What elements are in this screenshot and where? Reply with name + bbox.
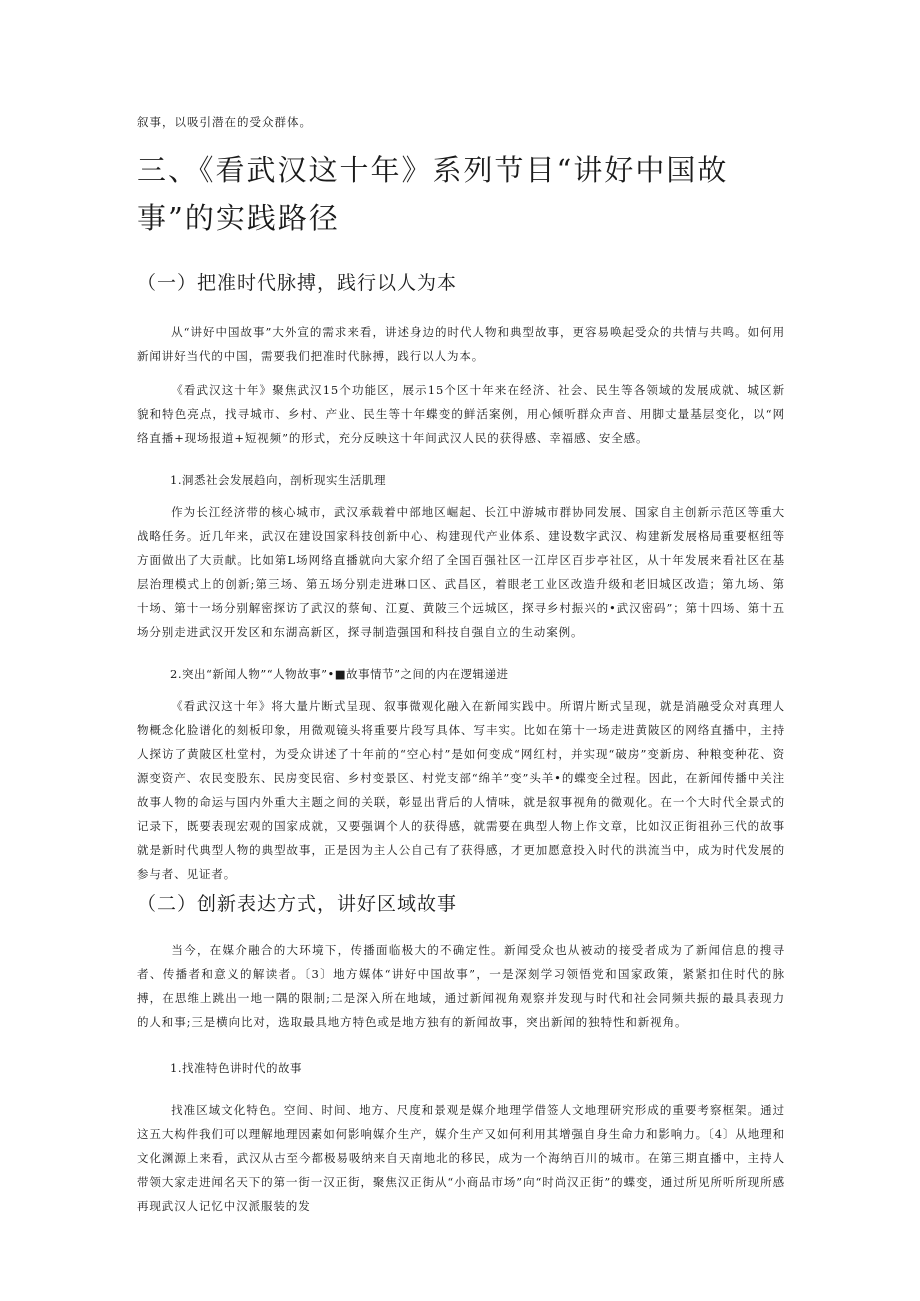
paragraph-5: 当今，在媒介融合的大环境下，传播面临极大的不确定性。新闻受众也从被动的接受者成为了新闻信息的搜寻者、传播者和意义的解读者。〔3〕地方媒体“讲好中国故事”，一是深刻学习领悟党和国家政策，紧紧扣住时代的脉搏，在思维上跳出一地一隅的限制;二是深入所在地域，通过新闻视角观察并发现与时代和社会同频共振的最具表现力的人和事;三是横向比对，选取最具地方特色或是地方独有的新闻故事，突出新闻的独特性和新视角。 [137, 943, 785, 1029]
paragraph-6: 找准区域文化特色。空间、时间、地方、尺度和景观是媒介地理学借签人文地理研究形成的重要考察框架。通过这五大构件我们可以理解地理因素如何影响媒介生产，媒介生产又如何利用其增强自身生命力和影响力。〔4〕从地理和文化渊源上来看，武汉从古至今都极易吸纳来自天南地北的移民，成为一个海纳百川的城市。在第三期直播中，主持人带领大家走进闻名天下的第一街一汉正街，聚焦汉正街从“小商品市场”向“时尚汉正街”的蝶变，通过所见所听所现所感再现武汉人记忆中汉派服装的发 [137, 1103, 785, 1213]
heading-3-3: 1.找准特色讲时代的故事 [170, 1061, 302, 1075]
paragraph-1: 从“讲好中国故事”大外宣的需求来看，讲述身边的时代人物和典型故事，更容易唤起受众的共情与共鸣。如何用新闻讲好当代的中国，需要我们把准时代脉搏，践行以人为本。 [137, 325, 785, 363]
paragraph-4: 《看武汉这十年》将大量片断式呈现、叙事微观化融入在新闻实践中。所谓片断式呈现，就是消融受众对真理人物概念化脸谱化的刻板印象，用微观镜头将重要片段写具体、写丰实。比如在第十一场走进黄陂区的网络直播中，主持人探访了黄陂区杜堂村，为受众讲述了十年前的“空心村”是如何变成“网红村，并实现“破房”变新房、种粮变种花、资源变资产、农民变股东、民房变民宿、乡村变景区、村党支部“绵羊”变”头羊•的蝶变全过程。因此，在新闻传播中关注故事人物的命运与国内外重大主题之间的关联，彰显出背后的人情味，就是叙事视角的微观化。在一个大时代全景式的记录下，既要表现宏观的国家成就，又要强调个人的获得感，就需要在典型人物上作文章，比如汉正街祖孙三代的故事就是新时代典型人物的典型故事，正是因为主人公自己有了获得感，才更加愿意投入时代的洪流当中，成为时代发展的参与者、见证者。 [137, 699, 786, 881]
subsection-title-1: （一）把准时代脉搏，践行以人为本 [137, 272, 458, 294]
paragraph-3: 作为长江经济带的核心城市，武汉承载着中部地区崛起、长江中游城市群协同发展、国家自主创新示范区等重大战略任务。近几年来，武汉在建设国家科技创新中心、构建现代产业体系、建设数字武汉、构建新发展格局重要枢纽等方面做出了大贡献。比如第L场网络直播就向大家介绍了全国百强社区一江岸区百步亭社区，从十年发展来看社区在基层治理模式上的创新;第三场、第五场分别走进琳口区、武昌区，着眼老工业区改造升级和老旧城区改造；第九场、第十场、第十一场分别解密探访了武汉的蔡甸、江夏、黄陂三个远城区，探寻乡村振兴的•武汉密码”；第十四场、第十五场分别走进武汉开发区和东湖高新区，探寻制造强国和科技自强自立的生动案例。 [137, 505, 785, 639]
heading-3-2: 2.突出“新闻人物”“人物故事”•■故事情节”之间的内在逻辑递进 [170, 667, 509, 681]
section-title: 三、《看武汉这十年》系列节目“讲好中国故事”的实践路径 [137, 153, 729, 235]
heading-3-1: 1.洞悉社会发展趋向，剖析现实生活肌理 [170, 473, 386, 487]
lead-text: 叙事，以吸引潜在的受众群体。 [137, 115, 312, 129]
subsection-title-2: （二）创新表达方式，讲好区域故事 [137, 893, 458, 915]
paragraph-2: 《看武汉这十年》聚焦武汉15个功能区，展示15个区十年来在经济、社会、民生等各领域的发展成就、城区新貌和特色亮点，找寻城市、乡村、产业、民生等十年蝶变的鲜活案例，用心倾听群众声音、用脚丈量基层变化，以“网络直播+现场报道+短视频”的形式，充分反映这十年间武汉人民的获得感、幸福感、安全感。 [137, 383, 785, 445]
